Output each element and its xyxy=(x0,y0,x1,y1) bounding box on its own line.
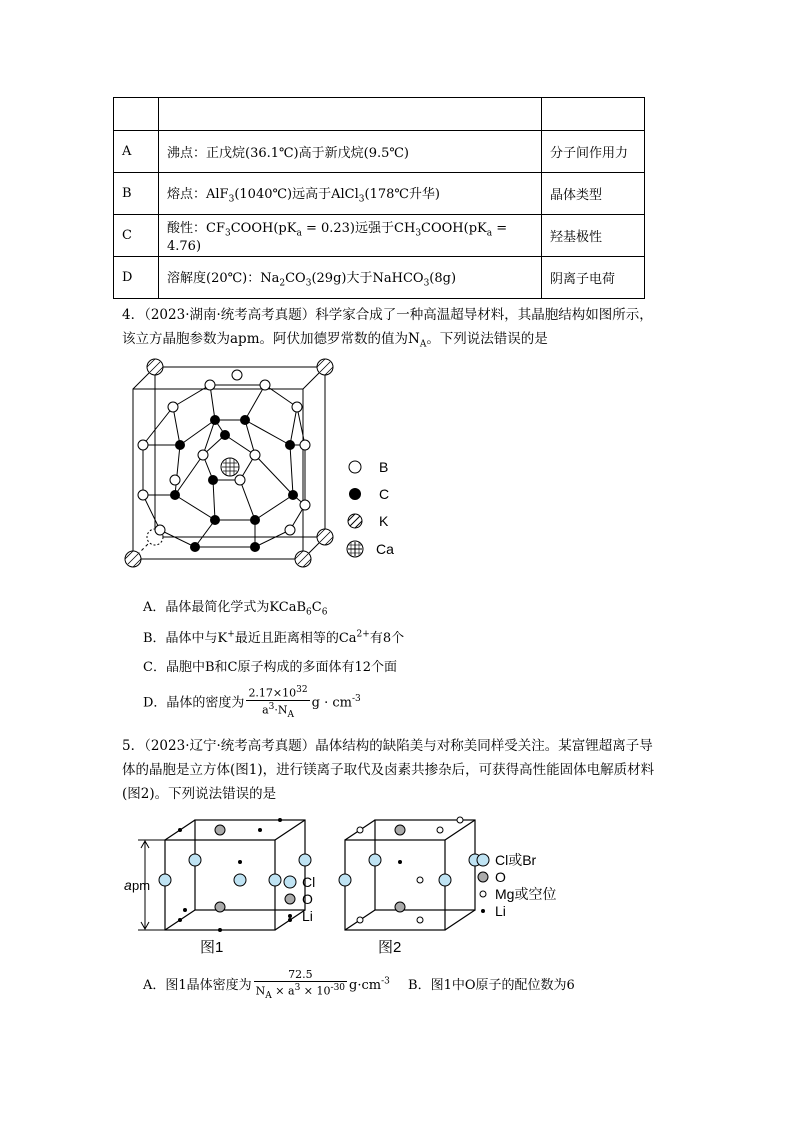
text: (29g) xyxy=(311,270,347,286)
subscript: a xyxy=(486,228,493,239)
table-header-cell xyxy=(159,98,542,131)
text: A．晶体最简化学式为 xyxy=(143,600,270,615)
density-fraction xyxy=(254,968,347,1003)
superscript: -30 xyxy=(330,983,346,993)
legend2-mg: Mg或空位 xyxy=(495,886,557,902)
subscript: 6 xyxy=(321,607,328,618)
subscript: 2 xyxy=(279,278,286,289)
legend1-cl: Cl xyxy=(302,874,316,890)
text: A．图1晶体密度为 xyxy=(143,977,252,993)
row-reason: 羟基极性 xyxy=(542,215,645,257)
superscript: 32 xyxy=(296,685,308,695)
formula: Na xyxy=(260,270,280,286)
den-text: ·N xyxy=(274,703,288,717)
lithium-cell-diagrams xyxy=(120,812,580,962)
q4-option-d[interactable] xyxy=(143,684,361,722)
formula: CO xyxy=(285,270,306,286)
crystal-cell-diagram xyxy=(115,355,415,585)
q4-stem-line2 xyxy=(122,330,548,354)
formula: KCaB xyxy=(269,600,307,615)
text: (178℃升华) xyxy=(364,186,440,202)
row-id: B xyxy=(114,173,159,215)
comparison-table xyxy=(113,97,645,299)
numerator: 72.5 xyxy=(254,968,347,982)
q5-options-row xyxy=(143,968,575,1003)
superscript: -3 xyxy=(381,976,390,987)
text: D．晶体的密度为 xyxy=(143,695,245,711)
text: (pK xyxy=(463,221,487,237)
text: 远强于 xyxy=(355,221,395,237)
formula: CF xyxy=(206,221,225,237)
table-row xyxy=(114,173,645,215)
text: 。阿伏加德罗常数的值为 xyxy=(259,331,408,347)
q4-option-a[interactable] xyxy=(143,596,327,618)
q4-option-b[interactable] xyxy=(143,627,404,646)
text: 熔点： xyxy=(167,186,207,202)
superscript: 2+ xyxy=(356,629,370,640)
superscript: + xyxy=(227,629,235,640)
density-fraction xyxy=(246,684,309,722)
table-row xyxy=(114,131,645,173)
subscript: 6 xyxy=(306,607,312,618)
unit: apm xyxy=(230,331,260,347)
den-text: × 10 xyxy=(300,984,331,998)
formula: CH xyxy=(394,221,416,237)
den-text: × a xyxy=(271,984,295,998)
text: = 4.76) xyxy=(167,221,508,254)
text: (pK xyxy=(273,221,297,237)
table-header-cell xyxy=(114,98,159,131)
table-row xyxy=(114,215,645,257)
row-id: C xyxy=(114,215,159,257)
formula: COOH xyxy=(421,221,464,237)
legend1-li: Li xyxy=(302,908,313,924)
text: (1040℃)远高于 xyxy=(234,186,332,202)
superscript: 3 xyxy=(268,701,275,712)
subscript: 3 xyxy=(415,228,422,239)
legend-ca: Ca xyxy=(376,541,394,557)
text: B．晶体中与K xyxy=(143,631,228,646)
q5-stem-line3: (图2)。下列说法错误的是 xyxy=(122,786,277,802)
formula: COOH xyxy=(230,221,274,237)
q5-option-a[interactable] xyxy=(143,968,390,1001)
legend2-cl-br: Cl或Br xyxy=(495,852,537,868)
q5-stem-line2: 体的晶胞是立方体(图1)，进行镁离子取代及卤素共掺杂后，可获得高性能固体电解质材料 xyxy=(122,762,655,778)
row-reason: 阴离子电荷 xyxy=(542,257,645,299)
numerator xyxy=(246,684,309,701)
row-content xyxy=(159,215,542,257)
table-header-cell xyxy=(542,98,645,131)
text: 该立方晶胞参数为 xyxy=(122,331,230,347)
dim-pm: pm xyxy=(132,878,151,893)
den-text: a xyxy=(262,703,269,717)
subscript: 3 xyxy=(358,194,365,205)
subscript: a xyxy=(296,228,302,239)
text: 酸性： xyxy=(167,221,207,237)
row-content xyxy=(159,257,542,299)
subscript: A xyxy=(419,339,427,350)
legend2-o: O xyxy=(495,869,506,885)
row-reason: 分子间作用力 xyxy=(542,131,645,173)
row-id: D xyxy=(114,257,159,299)
num-text: 2.17×10 xyxy=(248,686,297,700)
denominator xyxy=(246,701,309,722)
legend-b: B xyxy=(379,459,389,475)
text: = 0.23) xyxy=(301,221,355,237)
fig2-label: 图2 xyxy=(378,939,402,956)
superscript: 3 xyxy=(294,983,301,993)
cell-legend xyxy=(347,459,394,557)
text: 溶解度(20℃)： xyxy=(167,270,261,286)
row-reason: 晶体类型 xyxy=(542,173,645,215)
text: 最近且距离相等的 xyxy=(234,631,339,646)
subscript: 3 xyxy=(228,194,235,205)
text: 大于 xyxy=(346,270,373,286)
row-id: A xyxy=(114,131,159,173)
unit: g · cm xyxy=(311,695,352,711)
legend-k: K xyxy=(379,513,389,529)
text: 有8个 xyxy=(369,631,405,646)
formula: AlF xyxy=(206,186,229,202)
table-row xyxy=(114,257,645,299)
unit: g·cm xyxy=(349,977,382,993)
subscript: A xyxy=(265,990,272,1001)
row-content: 沸点：正戊烷(36.1℃)高于新戊烷(9.5℃) xyxy=(159,131,542,173)
legend1-o: O xyxy=(302,891,313,907)
legend2-li: Li xyxy=(495,903,506,919)
den-text: N xyxy=(255,984,266,998)
subscript: 3 xyxy=(423,278,430,289)
legend-c: C xyxy=(379,486,390,502)
q5-option-b[interactable]: B．图1中O原子的配位数为6 xyxy=(408,977,575,993)
q4-option-c[interactable]: C．晶胞中B和C原子构成的多面体有12个面 xyxy=(143,660,397,675)
subscript: 3 xyxy=(305,278,312,289)
table-header-row xyxy=(114,98,645,131)
formula: C xyxy=(311,600,322,615)
formula: Ca xyxy=(338,631,357,646)
superscript: -3 xyxy=(351,693,361,704)
text: (8g) xyxy=(429,270,457,286)
subscript: 3 xyxy=(224,228,231,239)
formula: NaHCO xyxy=(372,270,424,286)
fig1-label: 图1 xyxy=(200,939,224,956)
q5-stem-line1: 5．（2023·辽宁·统考高考真题）晶体结构的缺陷美与对称美同样受关注。某富锂超离子导 xyxy=(122,738,653,754)
denominator xyxy=(254,982,347,1003)
formula: AlCl xyxy=(331,186,359,202)
dim-a: a xyxy=(124,877,132,893)
subscript: A xyxy=(287,709,294,720)
q4-stem-line1: 4．（2023·湖南·统考高考真题）科学家合成了一种高温超导材料，其晶胞结构如图所示， xyxy=(122,307,653,323)
avogadro-symbol: N xyxy=(408,331,420,347)
row-content xyxy=(159,173,542,215)
text: 。下列说法错误的是 xyxy=(426,331,548,347)
